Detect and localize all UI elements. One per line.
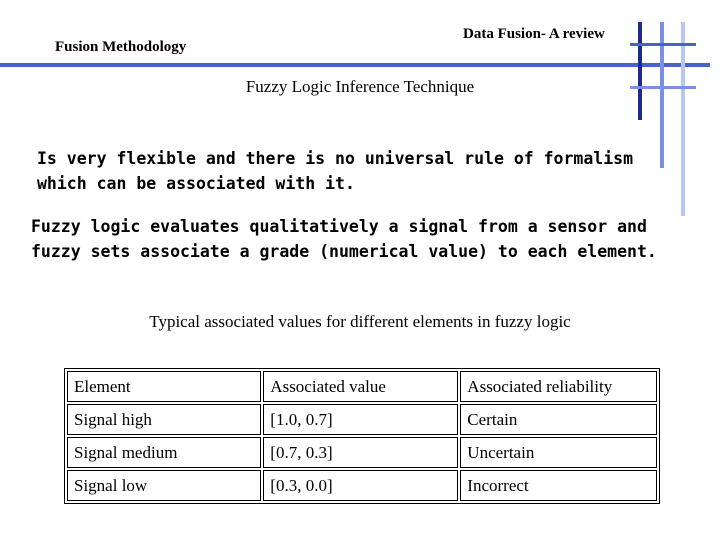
corner-decoration-line — [638, 22, 642, 120]
presentation-title: Data Fusion- A review — [463, 26, 605, 42]
table-cell-value: [0.7, 0.3] — [263, 437, 458, 468]
fuzzy-values-table — [64, 368, 660, 504]
column-header-associated-value: Associated value — [263, 371, 458, 402]
table-row — [67, 470, 657, 501]
table-cell-reliability: Incorrect — [460, 470, 657, 501]
table-cell-value: [1.0, 0.7] — [263, 404, 458, 435]
slide-title: Fuzzy Logic Inference Technique — [245, 77, 475, 96]
header-divider-line — [0, 63, 710, 67]
table-cell-reliability: Uncertain — [460, 437, 657, 468]
column-header-associated-reliability: Associated reliability — [460, 371, 657, 402]
table-caption: Typical associated values for different elements in fuzzy logic — [149, 312, 571, 331]
table-cell-element: Signal medium — [67, 437, 261, 468]
section-label: Fusion Methodology — [55, 39, 187, 55]
table-header-row — [67, 371, 657, 402]
table-row — [67, 404, 657, 435]
table-cell-value: [0.3, 0.0] — [263, 470, 458, 501]
table-cell-element: Signal low — [67, 470, 261, 501]
table-row — [67, 437, 657, 468]
corner-decoration-line — [630, 43, 696, 46]
table-cell-element: Signal high — [67, 404, 261, 435]
table-cell-reliability: Certain — [460, 404, 657, 435]
body-paragraph: Fuzzy logic evaluates qualitatively a signal from a sensor and fuzzy sets associate a grade (numerical value) to each element. — [31, 217, 657, 261]
corner-decoration-line — [681, 22, 685, 216]
column-header-element: Element — [67, 371, 261, 402]
body-paragraph: Is very flexible and there is no universal rule of formalism which can be associated with it. — [37, 149, 634, 193]
